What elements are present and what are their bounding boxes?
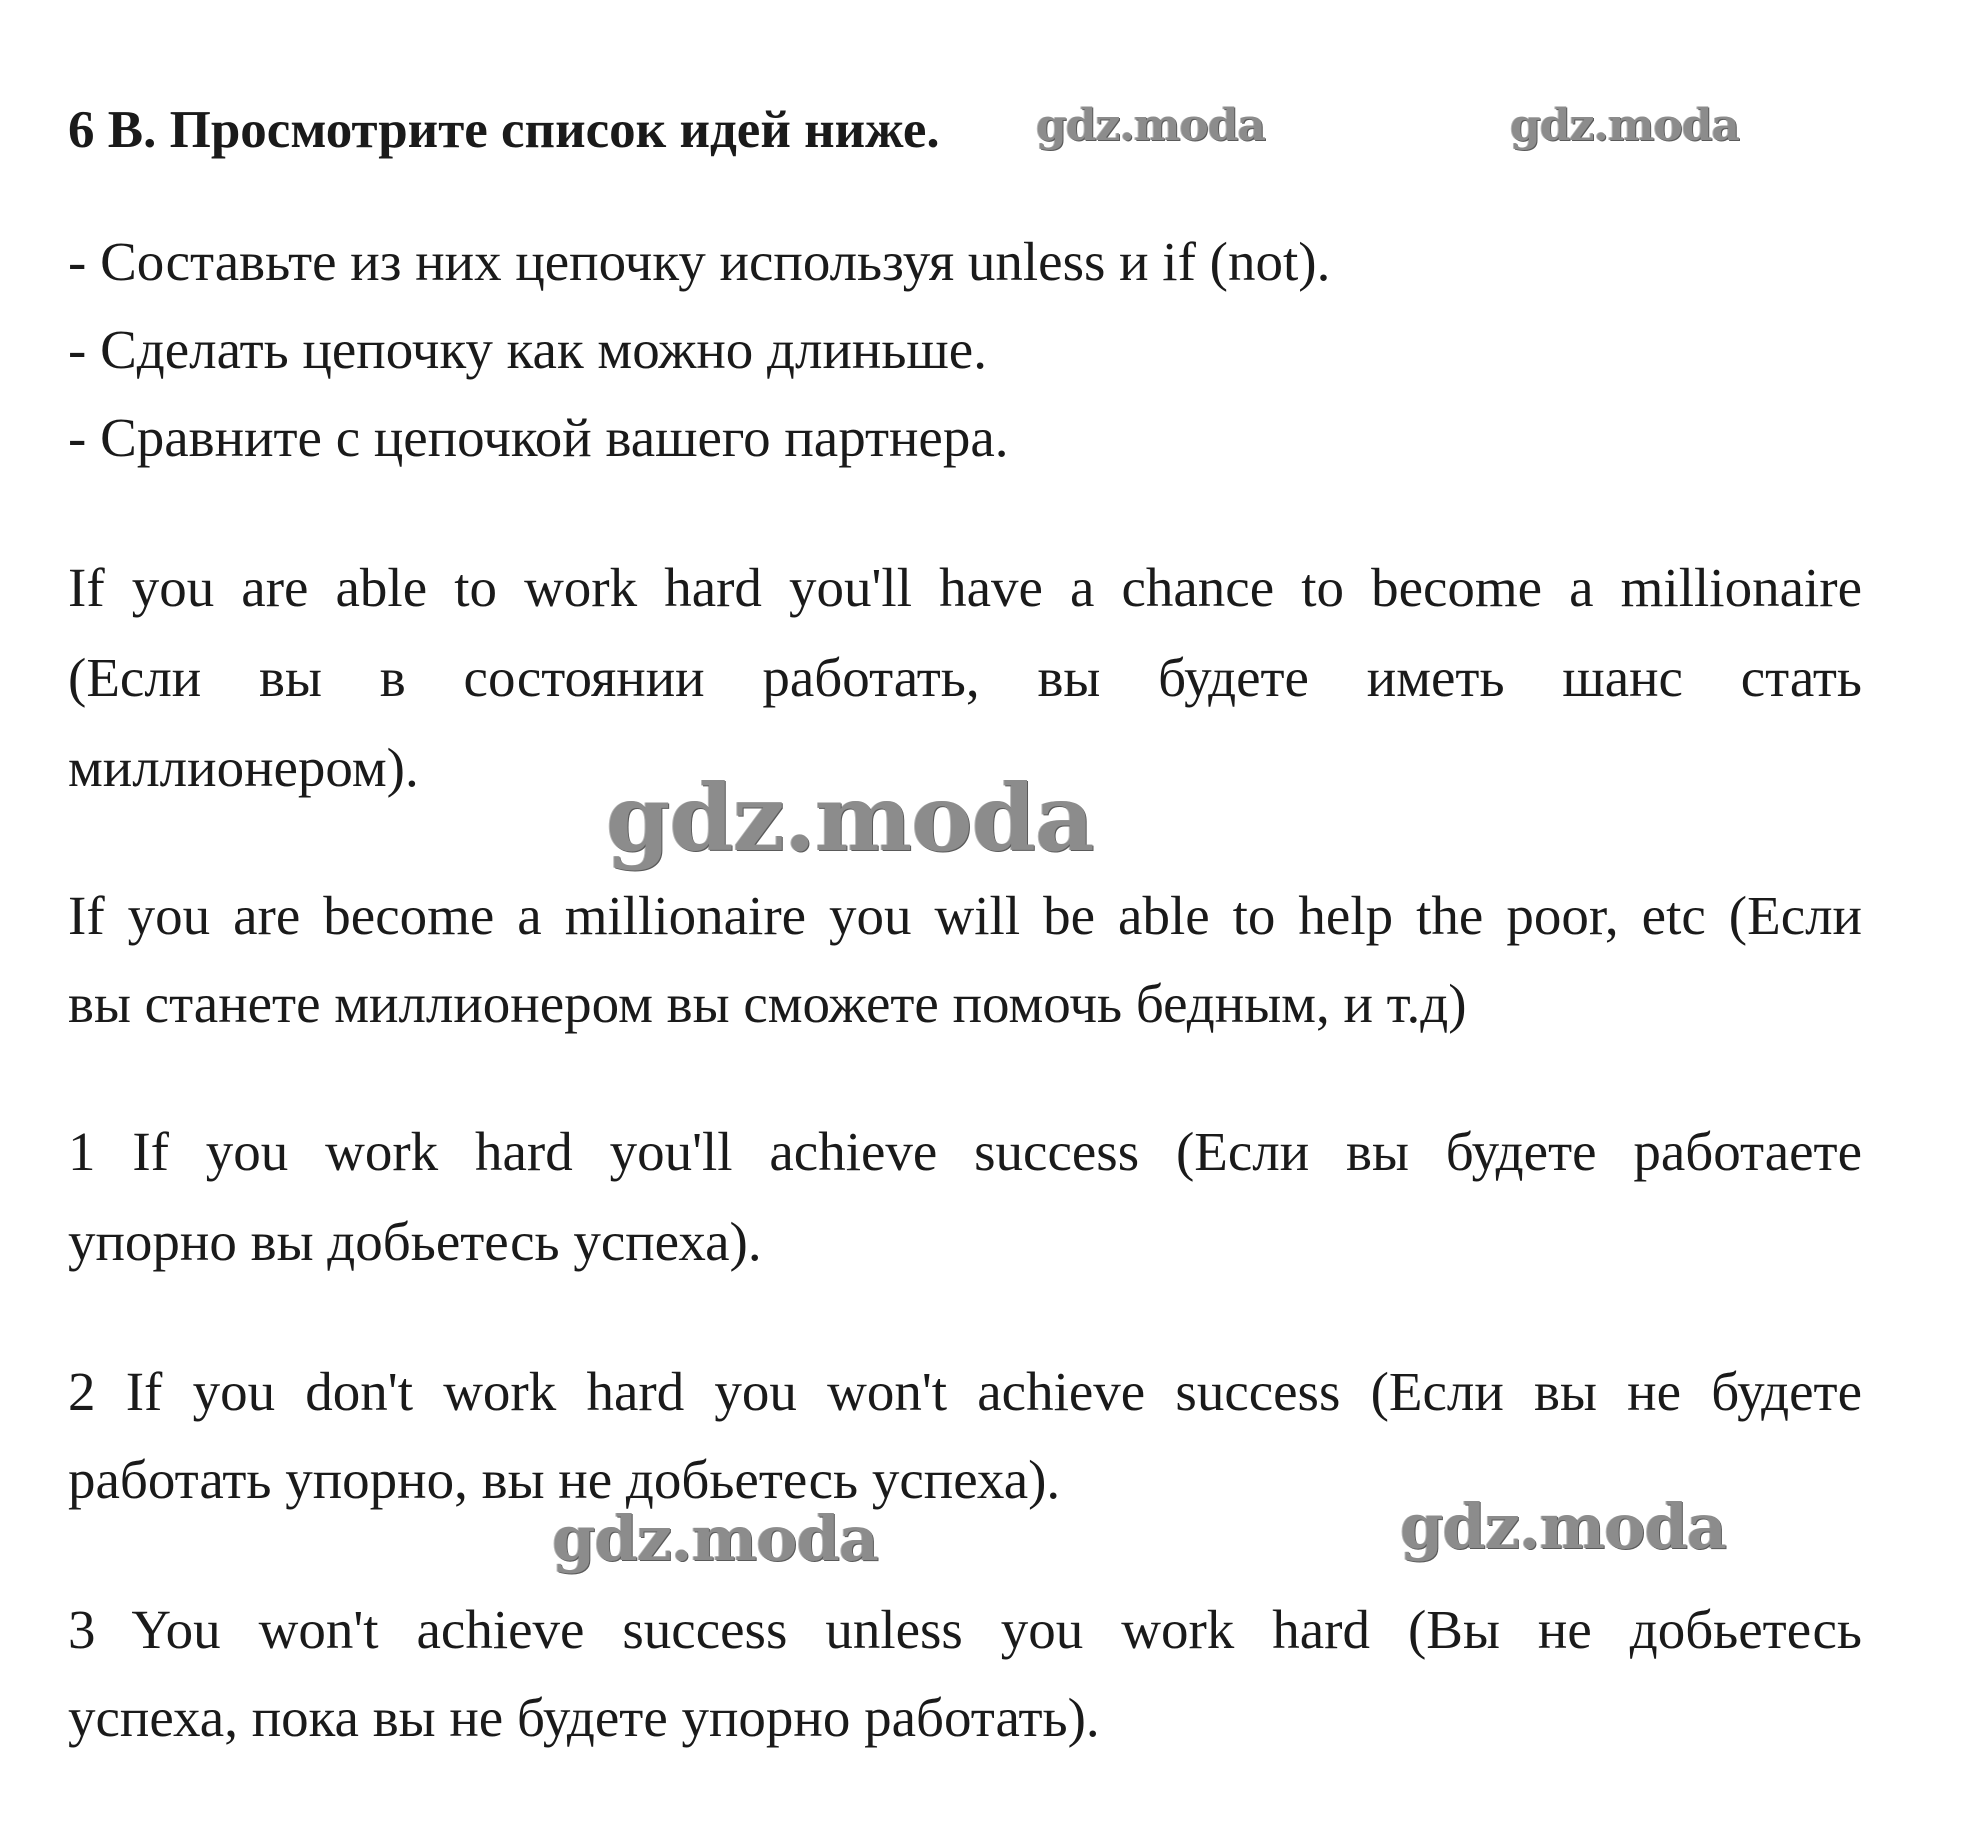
answer-2-line-2: работать упорно, вы не добьетесь успеха). xyxy=(68,1449,1061,1510)
answer-3-line-2: успеха, пока вы не будете упорно работать). xyxy=(68,1687,1100,1748)
answer-3-line-1: 3 You won't achieve success unless you work hard (Вы не добьетесь xyxy=(68,1599,1862,1660)
example-two-line-2: вы станете миллионером вы сможете помочь бедным, и т.д) xyxy=(68,973,1467,1034)
watermark-middle: gdz.moda xyxy=(606,764,1094,872)
example-one-line-1: If you are able to work hard you'll have a chance to become a millionaire xyxy=(68,557,1862,618)
instruction-item-2: - Сделать цепочку как можно длиньше. xyxy=(68,319,987,380)
watermark-top-right: gdz.moda xyxy=(1510,100,1740,151)
watermark-lower-left: gdz.moda xyxy=(552,1502,878,1575)
watermark-top-center: gdz.moda xyxy=(1036,100,1266,151)
answer-1-line-1: 1 If you work hard you'll achieve success (Если вы будете работаете xyxy=(68,1121,1862,1182)
answer-2-line-1: 2 If you don't work hard you won't achieve success (Если вы не будете xyxy=(68,1361,1862,1422)
example-one-line-2: (Если вы в состоянии работать, вы будете иметь шанс стать xyxy=(68,647,1862,708)
example-two-line-1: If you are become a millionaire you will be able to help the poor, etc (Если xyxy=(68,885,1862,946)
instruction-item-3: - Сравните с цепочкой вашего партнера. xyxy=(68,407,1009,468)
exercise-heading: 6 B. Просмотрите список идей ниже. xyxy=(68,101,940,159)
watermark-lower-right: gdz.moda xyxy=(1400,1490,1726,1563)
example-one-line-3: миллионером). xyxy=(68,737,419,798)
answer-1-line-2: упорно вы добьетесь успеха). xyxy=(68,1211,762,1272)
instruction-item-1: - Составьте из них цепочку используя unless и if (not). xyxy=(68,231,1331,292)
